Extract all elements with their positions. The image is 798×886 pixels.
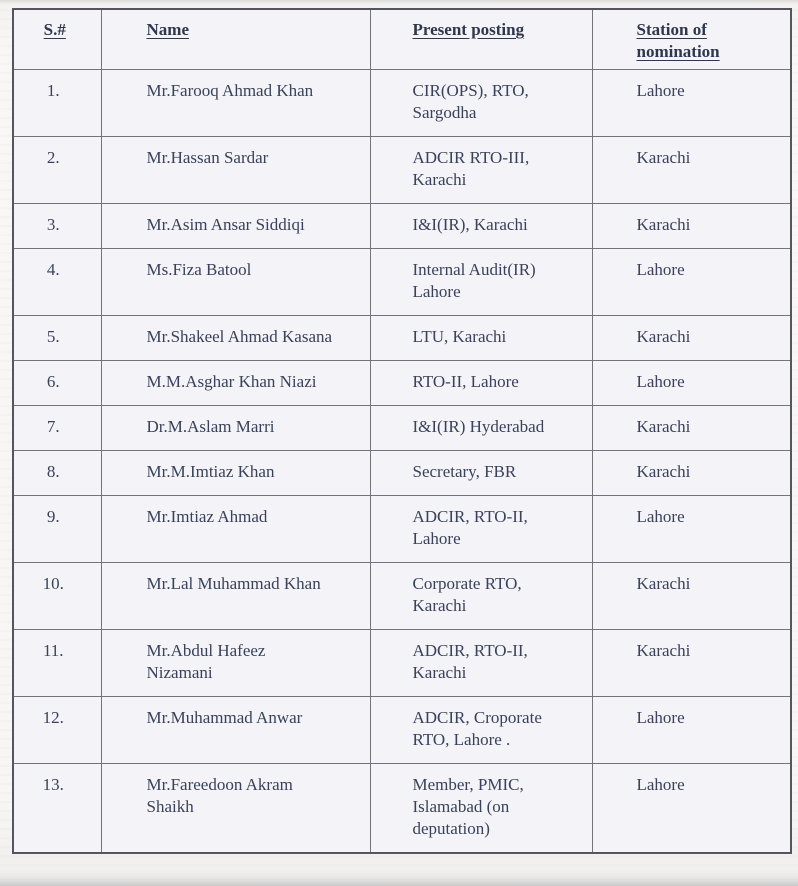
cell-station: Karachi	[592, 405, 791, 450]
cell-name: Ms.Fiza Batool	[101, 248, 370, 315]
cell-serial: 11.	[13, 629, 101, 696]
cell-station: Lahore	[592, 69, 791, 136]
cell-present-posting: LTU, Karachi	[370, 315, 592, 360]
table-row	[13, 360, 791, 405]
cell-name: Mr.Asim Ansar Siddiqi	[101, 203, 370, 248]
cell-present-posting: Member, PMIC, Islamabad (on deputation)	[370, 763, 592, 853]
cell-station: Lahore	[592, 696, 791, 763]
table-row	[13, 136, 791, 203]
cell-name: Dr.M.Aslam Marri	[101, 405, 370, 450]
cell-present-posting: ADCIR, Croporate RTO, Lahore .	[370, 696, 592, 763]
column-header-name: Name	[101, 9, 370, 69]
cell-name: Mr.Farooq Ahmad Khan	[101, 69, 370, 136]
table-row	[13, 248, 791, 315]
table-row	[13, 203, 791, 248]
cell-name: Mr.Lal Muhammad Khan	[101, 562, 370, 629]
cell-station: Karachi	[592, 562, 791, 629]
cell-present-posting: ADCIR, RTO-II, Karachi	[370, 629, 592, 696]
cell-present-posting: Corporate RTO, Karachi	[370, 562, 592, 629]
cell-name: Mr.Hassan Sardar	[101, 136, 370, 203]
cell-serial: 13.	[13, 763, 101, 853]
table-row	[13, 450, 791, 495]
cell-name: Mr.Shakeel Ahmad Kasana	[101, 315, 370, 360]
column-header-station: Station of nomination	[592, 9, 791, 69]
table-row	[13, 763, 791, 853]
table-row	[13, 629, 791, 696]
page-top-shadow	[0, 0, 798, 5]
cell-present-posting: RTO-II, Lahore	[370, 360, 592, 405]
column-header-posting: Present posting	[370, 9, 592, 69]
table-header	[13, 9, 791, 69]
column-header-serial: S.#	[13, 9, 101, 69]
cell-serial: 4.	[13, 248, 101, 315]
nomination-table	[12, 8, 792, 854]
table-row	[13, 495, 791, 562]
table-row	[13, 696, 791, 763]
cell-serial: 12.	[13, 696, 101, 763]
cell-station: Lahore	[592, 763, 791, 853]
cell-present-posting: Internal Audit(IR) Lahore	[370, 248, 592, 315]
cell-present-posting: CIR(OPS), RTO, Sargodha	[370, 69, 592, 136]
cell-present-posting: ADCIR, RTO-II, Lahore	[370, 495, 592, 562]
cell-name: Mr.M.Imtiaz Khan	[101, 450, 370, 495]
table-row	[13, 315, 791, 360]
cell-serial: 9.	[13, 495, 101, 562]
cell-serial: 10.	[13, 562, 101, 629]
cell-serial: 8.	[13, 450, 101, 495]
cell-station: Lahore	[592, 360, 791, 405]
header-row	[13, 9, 791, 69]
cell-present-posting: I&I(IR) Hyderabad	[370, 405, 592, 450]
cell-name: Mr.Abdul Hafeez Nizamani	[101, 629, 370, 696]
table-body	[13, 69, 791, 853]
table-row	[13, 405, 791, 450]
cell-name: Mr.Imtiaz Ahmad	[101, 495, 370, 562]
cell-serial: 1.	[13, 69, 101, 136]
cell-name: Mr.Muhammad Anwar	[101, 696, 370, 763]
cell-station: Lahore	[592, 248, 791, 315]
cell-serial: 2.	[13, 136, 101, 203]
cell-serial: 7.	[13, 405, 101, 450]
cell-name: Mr.Fareedoon Akram Shaikh	[101, 763, 370, 853]
cell-station: Karachi	[592, 136, 791, 203]
cell-station: Karachi	[592, 629, 791, 696]
cell-present-posting: I&I(IR), Karachi	[370, 203, 592, 248]
cell-present-posting: ADCIR RTO-III, Karachi	[370, 136, 592, 203]
page-bottom-shadow	[0, 874, 798, 886]
cell-present-posting: Secretary, FBR	[370, 450, 592, 495]
cell-serial: 3.	[13, 203, 101, 248]
table-row	[13, 69, 791, 136]
cell-name: M.M.Asghar Khan Niazi	[101, 360, 370, 405]
cell-serial: 6.	[13, 360, 101, 405]
cell-station: Karachi	[592, 315, 791, 360]
cell-station: Lahore	[592, 495, 791, 562]
cell-station: Karachi	[592, 450, 791, 495]
cell-station: Karachi	[592, 203, 791, 248]
cell-serial: 5.	[13, 315, 101, 360]
table-row	[13, 562, 791, 629]
